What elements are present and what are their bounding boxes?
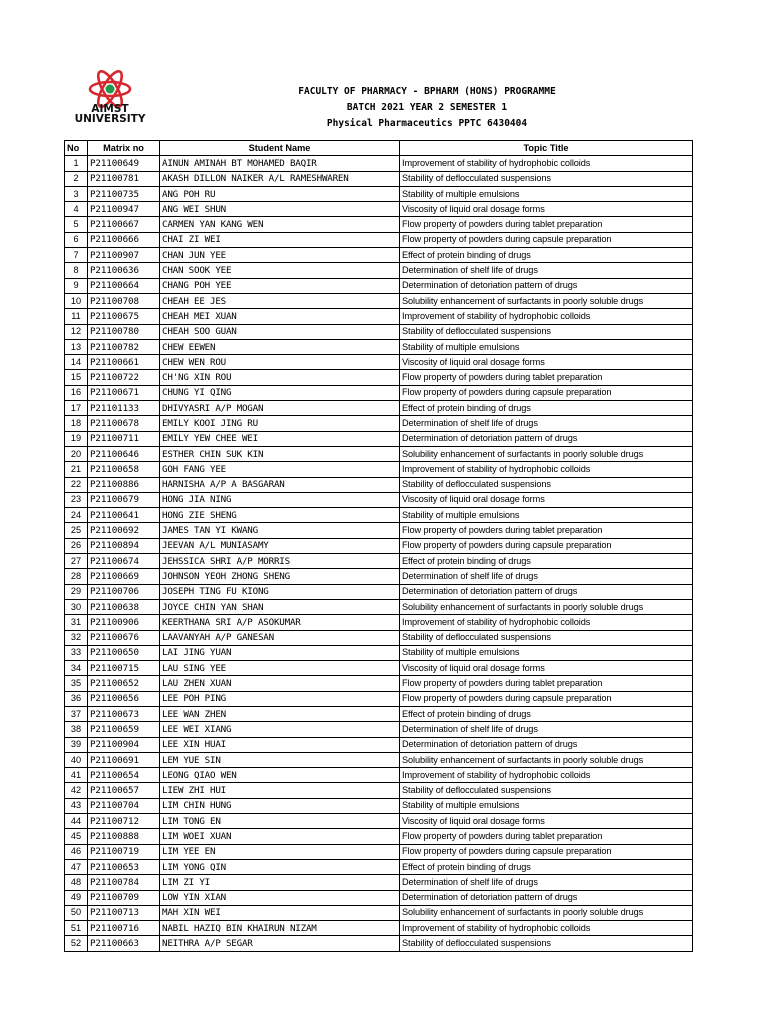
student-name: HARNISHA A/P A BASGARAN — [160, 477, 400, 492]
column-header-matrix-no: Matrix no — [88, 141, 160, 156]
column-header-student-name: Student Name — [160, 141, 400, 156]
matrix-no: P21100650 — [88, 645, 160, 660]
row-number: 48 — [65, 875, 88, 890]
topic-title: Determination of detoriation pattern of drugs — [400, 737, 693, 752]
matrix-no: P21100641 — [88, 508, 160, 523]
table-row — [65, 385, 693, 400]
row-number: 4 — [65, 202, 88, 217]
table-row — [65, 278, 693, 293]
student-name: LEE POH PING — [160, 691, 400, 706]
matrix-no: P21100782 — [88, 339, 160, 354]
matrix-no: P21100679 — [88, 492, 160, 507]
row-number: 19 — [65, 431, 88, 446]
row-number: 3 — [65, 186, 88, 201]
student-name: LIM ZI YI — [160, 875, 400, 890]
matrix-no: P21100735 — [88, 186, 160, 201]
matrix-no: P21100649 — [88, 156, 160, 171]
matrix-no: P21100904 — [88, 737, 160, 752]
table-row — [65, 722, 693, 737]
student-name: CHEAH EE JES — [160, 293, 400, 308]
topic-title: Stability of multiple emulsions — [400, 798, 693, 813]
matrix-no: P21100657 — [88, 783, 160, 798]
student-name: CHUNG YI QING — [160, 385, 400, 400]
row-number: 17 — [65, 401, 88, 416]
row-number: 52 — [65, 936, 88, 951]
row-number: 31 — [65, 615, 88, 630]
student-name: LEE WEI XIANG — [160, 722, 400, 737]
table-row — [65, 232, 693, 247]
matrix-no: P21100780 — [88, 324, 160, 339]
student-name: LIM CHIN HUNG — [160, 798, 400, 813]
matrix-no: P21100666 — [88, 232, 160, 247]
matrix-no: P21100709 — [88, 890, 160, 905]
topic-title: Flow property of powders during capsule preparation — [400, 538, 693, 553]
topic-title: Viscosity of liquid oral dosage forms — [400, 202, 693, 217]
topic-title: Stability of deflocculated suspensions — [400, 324, 693, 339]
matrix-no: P21100667 — [88, 217, 160, 232]
matrix-no: P21100669 — [88, 569, 160, 584]
student-name: CH'NG XIN ROU — [160, 370, 400, 385]
table-row — [65, 859, 693, 874]
row-number: 44 — [65, 814, 88, 829]
topic-title: Flow property of powders during capsule preparation — [400, 232, 693, 247]
matrix-no: P21100678 — [88, 416, 160, 431]
matrix-no: P21100716 — [88, 921, 160, 936]
row-number: 6 — [65, 232, 88, 247]
matrix-no: P21101133 — [88, 401, 160, 416]
row-number: 18 — [65, 416, 88, 431]
row-number: 39 — [65, 737, 88, 752]
table-row — [65, 783, 693, 798]
table-row — [65, 905, 693, 920]
document-header — [240, 84, 614, 132]
student-name: JOYCE CHIN YAN SHAN — [160, 599, 400, 614]
matrix-no: P21100661 — [88, 355, 160, 370]
matrix-no: P21100781 — [88, 171, 160, 186]
topic-title: Determination of detoriation pattern of drugs — [400, 584, 693, 599]
topic-title: Stability of deflocculated suspensions — [400, 171, 693, 186]
table-row — [65, 630, 693, 645]
row-number: 7 — [65, 248, 88, 263]
table-row — [65, 569, 693, 584]
table-row — [65, 477, 693, 492]
table-row — [65, 921, 693, 936]
table-row — [65, 768, 693, 783]
student-name: AINUN AMINAH BT MOHAMED BAQIR — [160, 156, 400, 171]
matrix-no: P21100656 — [88, 691, 160, 706]
matrix-no: P21100907 — [88, 248, 160, 263]
student-name: LIEW ZHI HUI — [160, 783, 400, 798]
student-name: EMILY YEW CHEE WEI — [160, 431, 400, 446]
row-number: 49 — [65, 890, 88, 905]
table-row — [65, 309, 693, 324]
matrix-no: P21100646 — [88, 446, 160, 461]
row-number: 14 — [65, 355, 88, 370]
student-name: ANG POH RU — [160, 186, 400, 201]
column-header-topic-title: Topic Title — [400, 141, 693, 156]
student-name: CHEAH SOO GUAN — [160, 324, 400, 339]
row-number: 35 — [65, 676, 88, 691]
matrix-no: P21100664 — [88, 278, 160, 293]
table-row — [65, 171, 693, 186]
student-name: LIM YONG QIN — [160, 859, 400, 874]
table-row — [65, 416, 693, 431]
topic-title: Viscosity of liquid oral dosage forms — [400, 814, 693, 829]
topic-title: Flow property of powders during tablet preparation — [400, 370, 693, 385]
row-number: 2 — [65, 171, 88, 186]
student-name: JAMES TAN YI KWANG — [160, 523, 400, 538]
row-number: 40 — [65, 752, 88, 767]
row-number: 30 — [65, 599, 88, 614]
student-name: LEE XIN HUAI — [160, 737, 400, 752]
table-row — [65, 691, 693, 706]
header-batch: BATCH 2021 YEAR 2 SEMESTER 1 — [346, 102, 508, 113]
student-name: JEHSSICA SHRI A/P MORRIS — [160, 554, 400, 569]
student-name: JOHNSON YEOH ZHONG SHENG — [160, 569, 400, 584]
topic-title: Determination of detoriation pattern of drugs — [400, 431, 693, 446]
topic-title: Determination of shelf life of drugs — [400, 263, 693, 278]
row-number: 1 — [65, 156, 88, 171]
matrix-no: P21100675 — [88, 309, 160, 324]
table-row — [65, 462, 693, 477]
student-name: LEONG QIAO WEN — [160, 768, 400, 783]
table-row — [65, 844, 693, 859]
topic-title: Stability of deflocculated suspensions — [400, 783, 693, 798]
matrix-no: P21100906 — [88, 615, 160, 630]
table-row — [65, 431, 693, 446]
student-name: LOW YIN XIAN — [160, 890, 400, 905]
matrix-no: P21100706 — [88, 584, 160, 599]
row-number: 13 — [65, 339, 88, 354]
topic-title: Stability of multiple emulsions — [400, 645, 693, 660]
table-row — [65, 538, 693, 553]
matrix-no: P21100676 — [88, 630, 160, 645]
table-row — [65, 890, 693, 905]
matrix-no: P21100719 — [88, 844, 160, 859]
row-number: 20 — [65, 446, 88, 461]
row-number: 8 — [65, 263, 88, 278]
matrix-no: P21100663 — [88, 936, 160, 951]
header-faculty: FACULTY OF PHARMACY - BPHARM (HONS) PROGRAMME — [298, 86, 556, 97]
student-name: CHANG POH YEE — [160, 278, 400, 293]
table-row — [65, 492, 693, 507]
student-name: CHEW WEN ROU — [160, 355, 400, 370]
topic-title: Determination of shelf life of drugs — [400, 722, 693, 737]
header-course: Physical Pharmaceutics PPTC 6430404 — [326, 118, 528, 129]
row-number: 22 — [65, 477, 88, 492]
topic-title: Stability of multiple emulsions — [400, 508, 693, 523]
matrix-no: P21100888 — [88, 829, 160, 844]
row-number: 42 — [65, 783, 88, 798]
student-name: LEE WAN ZHEN — [160, 706, 400, 721]
row-number: 10 — [65, 293, 88, 308]
table-row — [65, 676, 693, 691]
topic-title: Solubility enhancement of surfactants in poorly soluble drugs — [400, 752, 693, 767]
row-number: 9 — [65, 278, 88, 293]
row-number: 36 — [65, 691, 88, 706]
matrix-no: P21100712 — [88, 814, 160, 829]
table-row — [65, 615, 693, 630]
matrix-no: P21100658 — [88, 462, 160, 477]
topic-title: Stability of deflocculated suspensions — [400, 936, 693, 951]
table-row — [65, 355, 693, 370]
matrix-no: P21100894 — [88, 538, 160, 553]
student-name: CHAN JUN YEE — [160, 248, 400, 263]
topic-title: Stability of deflocculated suspensions — [400, 477, 693, 492]
topic-title: Flow property of powders during capsule preparation — [400, 385, 693, 400]
table-row — [65, 508, 693, 523]
row-number: 37 — [65, 706, 88, 721]
matrix-no: P21100708 — [88, 293, 160, 308]
topic-title: Solubility enhancement of surfactants in poorly soluble drugs — [400, 293, 693, 308]
table-row — [65, 737, 693, 752]
logo-text-university: UNIVERSITY — [74, 113, 146, 125]
row-number: 34 — [65, 661, 88, 676]
topic-title: Stability of multiple emulsions — [400, 186, 693, 201]
row-number: 29 — [65, 584, 88, 599]
row-number: 21 — [65, 462, 88, 477]
topic-title: Improvement of stability of hydrophobic colloids — [400, 921, 693, 936]
matrix-no: P21100711 — [88, 431, 160, 446]
topic-title: Effect of protein binding of drugs — [400, 248, 693, 263]
topic-title: Flow property of powders during tablet preparation — [400, 676, 693, 691]
student-name: NABIL HAZIQ BIN KHAIRUN NIZAM — [160, 921, 400, 936]
matrix-no: P21100638 — [88, 599, 160, 614]
column-header-no: No — [65, 141, 88, 156]
student-name: JEEVAN A/L MUNIASAMY — [160, 538, 400, 553]
row-number: 11 — [65, 309, 88, 324]
row-number: 15 — [65, 370, 88, 385]
topic-title: Improvement of stability of hydrophobic colloids — [400, 309, 693, 324]
matrix-no: P21100715 — [88, 661, 160, 676]
student-name: LIM WOEI XUAN — [160, 829, 400, 844]
table-row — [65, 324, 693, 339]
student-name: HONG ZIE SHENG — [160, 508, 400, 523]
topic-title: Determination of detoriation pattern of drugs — [400, 890, 693, 905]
topic-title: Effect of protein binding of drugs — [400, 706, 693, 721]
matrix-no: P21100654 — [88, 768, 160, 783]
row-number: 33 — [65, 645, 88, 660]
table-row — [65, 202, 693, 217]
topic-title: Solubility enhancement of surfactants in poorly soluble drugs — [400, 905, 693, 920]
topic-title: Determination of shelf life of drugs — [400, 569, 693, 584]
student-name: NEITHRA A/P SEGAR — [160, 936, 400, 951]
topic-title: Solubility enhancement of surfactants in poorly soluble drugs — [400, 599, 693, 614]
student-name: LIM TONG EN — [160, 814, 400, 829]
table-row — [65, 217, 693, 232]
student-name: ANG WEI SHUN — [160, 202, 400, 217]
student-name: CHEAH MEI XUAN — [160, 309, 400, 324]
student-topic-table — [64, 140, 693, 952]
table-row — [65, 936, 693, 951]
topic-title: Viscosity of liquid oral dosage forms — [400, 661, 693, 676]
matrix-no: P21100674 — [88, 554, 160, 569]
row-number: 45 — [65, 829, 88, 844]
topic-title: Flow property of powders during capsule preparation — [400, 691, 693, 706]
topic-title: Improvement of stability of hydrophobic colloids — [400, 768, 693, 783]
topic-title: Improvement of stability of hydrophobic colloids — [400, 156, 693, 171]
row-number: 32 — [65, 630, 88, 645]
row-number: 26 — [65, 538, 88, 553]
table-row — [65, 446, 693, 461]
student-name: LEM YUE SIN — [160, 752, 400, 767]
matrix-no: P21100947 — [88, 202, 160, 217]
row-number: 46 — [65, 844, 88, 859]
table-row — [65, 186, 693, 201]
student-name: CHEW EEWEN — [160, 339, 400, 354]
matrix-no: P21100713 — [88, 905, 160, 920]
matrix-no: P21100722 — [88, 370, 160, 385]
row-number: 28 — [65, 569, 88, 584]
student-name: DHIVYASRI A/P MOGAN — [160, 401, 400, 416]
table-row — [65, 752, 693, 767]
topic-title: Flow property of powders during tablet preparation — [400, 217, 693, 232]
row-number: 50 — [65, 905, 88, 920]
student-name: LIM YEE EN — [160, 844, 400, 859]
student-name: CHAN SOOK YEE — [160, 263, 400, 278]
table-row — [65, 293, 693, 308]
student-name: EMILY KOOI JING RU — [160, 416, 400, 431]
topic-title: Stability of deflocculated suspensions — [400, 630, 693, 645]
student-name: GOH FANG YEE — [160, 462, 400, 477]
table-row — [65, 339, 693, 354]
topic-title: Improvement of stability of hydrophobic colloids — [400, 462, 693, 477]
student-name: MAH XIN WEI — [160, 905, 400, 920]
student-name: JOSEPH TING FU KIONG — [160, 584, 400, 599]
logo-text-aimst: AIMST — [91, 103, 129, 115]
row-number: 47 — [65, 859, 88, 874]
row-number: 23 — [65, 492, 88, 507]
student-name: LAAVANYAH A/P GANESAN — [160, 630, 400, 645]
topic-title: Determination of shelf life of drugs — [400, 416, 693, 431]
table-row — [65, 584, 693, 599]
student-name: ESTHER CHIN SUK KIN — [160, 446, 400, 461]
row-number: 24 — [65, 508, 88, 523]
topic-title: Effect of protein binding of drugs — [400, 401, 693, 416]
topic-title: Determination of detoriation pattern of drugs — [400, 278, 693, 293]
topic-title: Flow property of powders during tablet preparation — [400, 829, 693, 844]
table-row — [65, 875, 693, 890]
student-name: LAU ZHEN XUAN — [160, 676, 400, 691]
table-row — [65, 599, 693, 614]
table-row — [65, 798, 693, 813]
table-row — [65, 645, 693, 660]
table-row — [65, 263, 693, 278]
student-name: LAU SING YEE — [160, 661, 400, 676]
matrix-no: P21100673 — [88, 706, 160, 721]
row-number: 12 — [65, 324, 88, 339]
matrix-no: P21100659 — [88, 722, 160, 737]
table-row — [65, 248, 693, 263]
table-row — [65, 370, 693, 385]
student-name: LAI JING YUAN — [160, 645, 400, 660]
student-name: HONG JIA NING — [160, 492, 400, 507]
row-number: 38 — [65, 722, 88, 737]
topic-title: Effect of protein binding of drugs — [400, 554, 693, 569]
table-row — [65, 706, 693, 721]
row-number: 51 — [65, 921, 88, 936]
matrix-no: P21100636 — [88, 263, 160, 278]
student-name: KEERTHANA SRI A/P ASOKUMAR — [160, 615, 400, 630]
table-row — [65, 829, 693, 844]
topic-title: Improvement of stability of hydrophobic colloids — [400, 615, 693, 630]
row-number: 41 — [65, 768, 88, 783]
student-name: CARMEN YAN KANG WEN — [160, 217, 400, 232]
matrix-no: P21100784 — [88, 875, 160, 890]
row-number: 25 — [65, 523, 88, 538]
table-row — [65, 661, 693, 676]
topic-title: Effect of protein binding of drugs — [400, 859, 693, 874]
row-number: 5 — [65, 217, 88, 232]
row-number: 16 — [65, 385, 88, 400]
topic-title: Viscosity of liquid oral dosage forms — [400, 492, 693, 507]
table-row — [65, 523, 693, 538]
topic-title: Flow property of powders during capsule preparation — [400, 844, 693, 859]
topic-title: Solubility enhancement of surfactants in poorly soluble drugs — [400, 446, 693, 461]
student-name: CHAI ZI WEI — [160, 232, 400, 247]
matrix-no: P21100652 — [88, 676, 160, 691]
topic-title: Determination of shelf life of drugs — [400, 875, 693, 890]
student-name: AKASH DILLON NAIKER A/L RAMESHWAREN — [160, 171, 400, 186]
matrix-no: P21100691 — [88, 752, 160, 767]
topic-title: Viscosity of liquid oral dosage forms — [400, 355, 693, 370]
matrix-no: P21100671 — [88, 385, 160, 400]
table-row — [65, 401, 693, 416]
matrix-no: P21100886 — [88, 477, 160, 492]
table-row — [65, 814, 693, 829]
row-number: 27 — [65, 554, 88, 569]
aimst-logo — [74, 70, 146, 128]
row-number: 43 — [65, 798, 88, 813]
topic-title: Stability of multiple emulsions — [400, 339, 693, 354]
topic-title: Flow property of powders during tablet preparation — [400, 523, 693, 538]
table-header-row — [65, 141, 693, 156]
matrix-no: P21100704 — [88, 798, 160, 813]
matrix-no: P21100692 — [88, 523, 160, 538]
table-row — [65, 156, 693, 171]
matrix-no: P21100653 — [88, 859, 160, 874]
table-row — [65, 554, 693, 569]
